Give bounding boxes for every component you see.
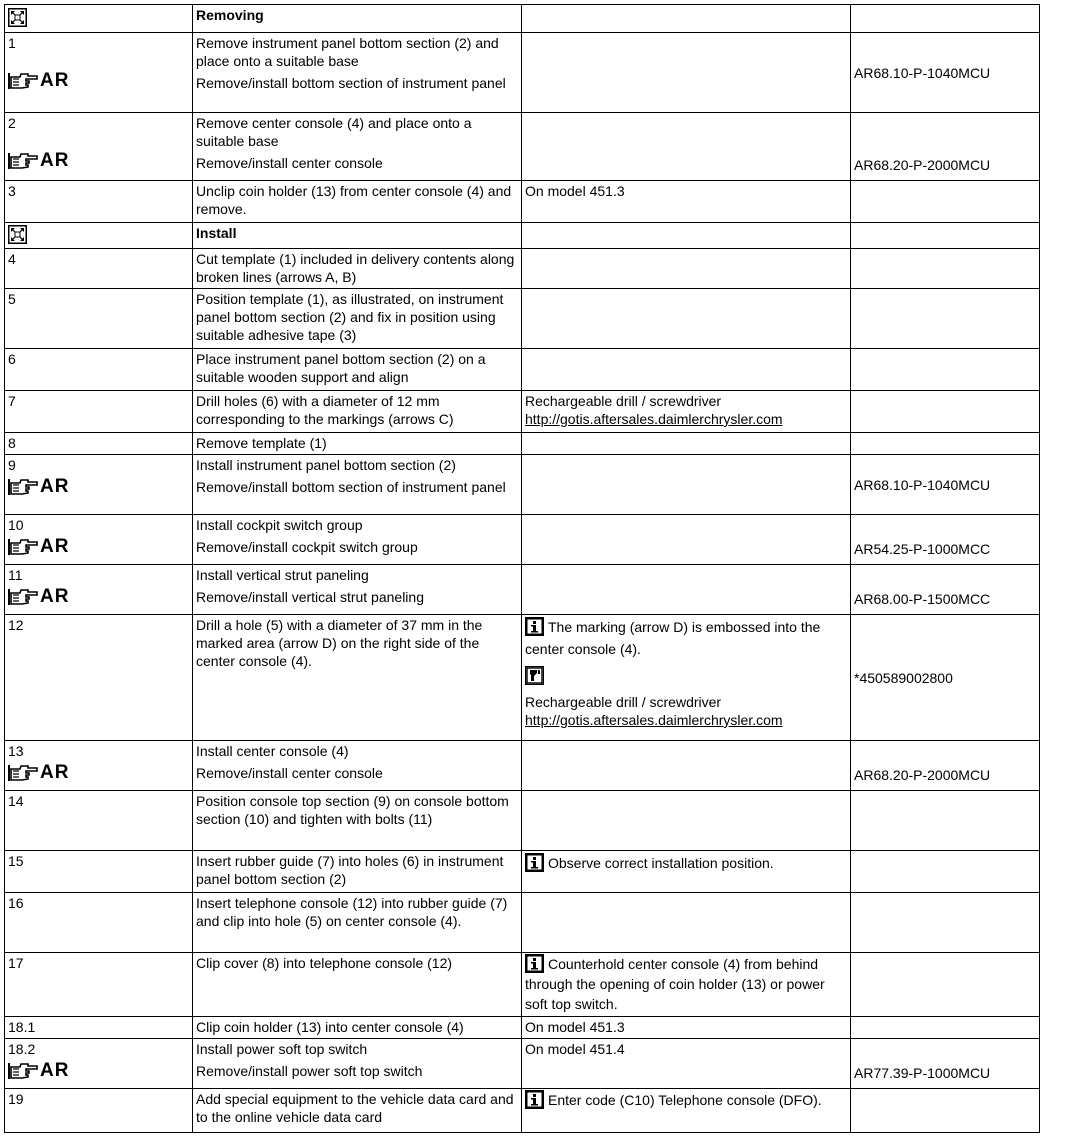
step-cell: 19 [5, 1089, 193, 1133]
action-cell [193, 565, 522, 615]
note-cell [522, 289, 851, 349]
table-row [5, 113, 1040, 181]
info-text: Observe correct installation position. [548, 855, 774, 871]
step-cell: 8 [5, 433, 193, 455]
ar-reference-marker [8, 478, 189, 496]
note-cell [522, 615, 851, 741]
table-row [5, 851, 1040, 893]
ref-cell [851, 791, 1040, 851]
ref-cell [851, 289, 1040, 349]
ref-cell [851, 5, 1040, 33]
ref-cell [851, 851, 1040, 893]
hand-pointer-icon [8, 477, 38, 497]
ref-cell [851, 615, 1040, 741]
ar-label: AR [40, 70, 70, 91]
info-icon [525, 954, 544, 973]
step-cell: 16 [5, 893, 193, 953]
ar-reference-link[interactable]: AR68.20-P-2000MCU [854, 767, 991, 783]
table-row [5, 5, 1040, 33]
action-cell: Insert rubber guide (7) into holes (6) in instrument panel bottom section (2) [193, 851, 522, 893]
step-cell [5, 455, 193, 515]
action-subtext: Remove/install bottom section of instrument panel [196, 479, 506, 495]
action-cell: Position console top section (9) on console bottom section (10) and tighten with bolts (11) [193, 791, 522, 851]
ar-reference-link[interactable]: AR68.10-P-1040MCU [854, 477, 991, 493]
note-cell [522, 851, 851, 893]
note-cell [522, 33, 851, 113]
action-subtext: Remove/install bottom section of instrument panel [196, 75, 506, 91]
table-row [5, 1017, 1040, 1039]
action-subtext: Remove/install cockpit switch group [196, 539, 418, 555]
ref-cell [851, 565, 1040, 615]
step-cell [5, 741, 193, 791]
procedure-document [4, 4, 1040, 1133]
ar-label: AR [40, 536, 70, 557]
ar-label: AR [40, 476, 70, 497]
info-icon [525, 1090, 544, 1109]
ar-reference-marker [8, 1062, 189, 1080]
hand-pointer-icon [8, 763, 38, 783]
note-cell [522, 249, 851, 289]
action-text: Install vertical strut paneling [196, 567, 369, 583]
table-row [5, 741, 1040, 791]
step-cell [5, 5, 193, 33]
ar-label: AR [40, 1060, 70, 1081]
section-icon [8, 8, 27, 27]
table-row [5, 565, 1040, 615]
table-row [5, 455, 1040, 515]
table-row [5, 953, 1040, 1017]
section-icon [8, 225, 27, 244]
note-cell: On model 451.3 [522, 181, 851, 223]
ar-label: AR [40, 150, 70, 171]
action-cell: Add special equipment to the vehicle data card and to the online vehicle data card [193, 1089, 522, 1133]
note-cell [522, 1089, 851, 1133]
step-cell: 18.1 [5, 1017, 193, 1039]
step-number: 18.2 [8, 1041, 36, 1057]
section-title: Install [193, 223, 522, 249]
procedure-table [4, 4, 1040, 1133]
ar-reference-marker [8, 764, 189, 782]
hand-pointer-icon [8, 587, 38, 607]
ref-cell [851, 113, 1040, 181]
info-text: Enter code (C10) Telephone console (DFO). [548, 1092, 822, 1108]
table-row [5, 181, 1040, 223]
ref-cell [851, 249, 1040, 289]
note-cell [522, 433, 851, 455]
ref-cell [851, 181, 1040, 223]
ar-label: AR [40, 762, 70, 783]
ar-reference-marker [8, 588, 189, 606]
note-cell [522, 953, 851, 1017]
action-cell [193, 1039, 522, 1089]
step-cell [5, 33, 193, 113]
action-cell [193, 741, 522, 791]
step-cell: 7 [5, 391, 193, 433]
note-cell [522, 349, 851, 391]
step-cell: 3 [5, 181, 193, 223]
ref-cell [851, 455, 1040, 515]
step-cell [5, 113, 193, 181]
action-cell: Clip cover (8) into telephone console (12) [193, 953, 522, 1017]
step-number: 10 [8, 517, 24, 533]
info-text: Counterhold center console (4) from behind through the opening of coin holder (13) or power soft top switch. [525, 956, 825, 1012]
step-cell [5, 1039, 193, 1089]
step-cell: 4 [5, 249, 193, 289]
table-row [5, 249, 1040, 289]
hand-pointer-icon [8, 151, 38, 171]
step-cell: 17 [5, 953, 193, 1017]
table-row [5, 289, 1040, 349]
action-cell: Remove template (1) [193, 433, 522, 455]
action-cell: Drill holes (6) with a diameter of 12 mm corresponding to the markings (arrows C) [193, 391, 522, 433]
table-row [5, 33, 1040, 113]
ref-cell [851, 391, 1040, 433]
action-cell: Drill a hole (5) with a diameter of 37 mm in the marked area (arrow D) on the right side of the center console (4). [193, 615, 522, 741]
action-subtext: Remove/install center console [196, 155, 383, 171]
action-cell [193, 455, 522, 515]
step-cell [5, 565, 193, 615]
ar-reference-link[interactable]: AR68.10-P-1040MCU [854, 65, 991, 81]
note-cell [522, 741, 851, 791]
action-cell: Position template (1), as illustrated, on instrument panel bottom section (2) and fix in position using suitable adhesive tape (3) [193, 289, 522, 349]
step-number: 11 [8, 567, 23, 583]
action-subtext: Remove/install power soft top switch [196, 1063, 423, 1079]
tool-note: Rechargeable drill / screwdriver [525, 694, 722, 710]
table-row [5, 391, 1040, 433]
note-cell [522, 565, 851, 615]
table-row [5, 515, 1040, 565]
ar-reference-marker [8, 72, 189, 90]
action-text: Install instrument panel bottom section (2) [196, 457, 456, 473]
ref-cell [851, 1039, 1040, 1089]
ar-reference-link[interactable]: AR54.25-P-1000MCC [854, 541, 991, 557]
info-text: The marking (arrow D) is embossed into the center console (4). [525, 619, 821, 657]
gotis-link[interactable]: http://gotis.aftersales.daimlerchrysler.com [525, 411, 783, 427]
step-number: 13 [8, 743, 24, 759]
table-row [5, 1089, 1040, 1133]
note-cell [522, 515, 851, 565]
gotis-link[interactable]: http://gotis.aftersales.daimlerchrysler.com [525, 712, 783, 728]
table-row [5, 893, 1040, 953]
action-cell [193, 113, 522, 181]
ref-cell [851, 953, 1040, 1017]
step-number: 9 [8, 457, 16, 473]
ar-reference-link[interactable]: AR68.20-P-2000MCU [854, 157, 991, 173]
table-row [5, 349, 1040, 391]
ar-reference-link[interactable]: AR68.00-P-1500MCC [854, 591, 991, 607]
table-row [5, 615, 1040, 741]
table-row [5, 791, 1040, 851]
hand-pointer-icon [8, 1061, 38, 1081]
step-cell: 14 [5, 791, 193, 851]
note-cell [522, 391, 851, 433]
action-subtext: Remove/install vertical strut paneling [196, 589, 424, 605]
hand-pointer-icon [8, 537, 38, 557]
ref-cell [851, 433, 1040, 455]
step-cell: 6 [5, 349, 193, 391]
ref-cell [851, 33, 1040, 113]
action-cell: Insert telephone console (12) into rubber guide (7) and clip into hole (5) on center console (4). [193, 893, 522, 953]
note-cell [522, 223, 851, 249]
ref-cell [851, 1017, 1040, 1039]
table-row [5, 223, 1040, 249]
ref-cell [851, 515, 1040, 565]
ref-cell [851, 893, 1040, 953]
table-row [5, 1039, 1040, 1089]
action-cell: Place instrument panel bottom section (2) on a suitable wooden support and align [193, 349, 522, 391]
action-cell: Cut template (1) included in delivery contents along broken lines (arrows A, B) [193, 249, 522, 289]
action-text: Remove center console (4) and place onto a suitable base [196, 115, 472, 149]
step-cell [5, 223, 193, 249]
action-text: Install power soft top switch [196, 1041, 368, 1057]
note-cell [522, 113, 851, 181]
action-cell: Unclip coin holder (13) from center console (4) and remove. [193, 181, 522, 223]
tool-note: Rechargeable drill / screwdriver [525, 393, 722, 409]
ref-cell [851, 349, 1040, 391]
ref-cell [851, 741, 1040, 791]
step-number: 1 [8, 35, 16, 51]
special-tool-number[interactable]: *450589002800 [854, 670, 953, 686]
ref-cell [851, 1089, 1040, 1133]
step-cell: 15 [5, 851, 193, 893]
section-title: Removing [193, 5, 522, 33]
note-cell: On model 451.4 [522, 1039, 851, 1089]
action-text: Remove instrument panel bottom section (2) and place onto a suitable base [196, 35, 499, 69]
action-text: Install cockpit switch group [196, 517, 363, 533]
note-cell [522, 455, 851, 515]
ar-label: AR [40, 586, 70, 607]
note-cell [522, 893, 851, 953]
action-text: Install center console (4) [196, 743, 349, 759]
info-icon [525, 617, 544, 636]
note-cell [522, 791, 851, 851]
table-row [5, 433, 1040, 455]
info-icon [525, 853, 544, 872]
note-cell [522, 5, 851, 33]
action-cell [193, 515, 522, 565]
step-cell: 5 [5, 289, 193, 349]
step-number: 2 [8, 115, 16, 131]
note-cell: On model 451.3 [522, 1017, 851, 1039]
step-cell [5, 515, 193, 565]
action-subtext: Remove/install center console [196, 765, 383, 781]
special-tool-icon [525, 666, 544, 685]
action-cell [193, 33, 522, 113]
hand-pointer-icon [8, 71, 38, 91]
step-cell: 12 [5, 615, 193, 741]
ar-reference-link[interactable]: AR77.39-P-1000MCU [854, 1065, 991, 1081]
action-cell: Clip coin holder (13) into center console (4) [193, 1017, 522, 1039]
ref-cell [851, 223, 1040, 249]
ar-reference-marker [8, 538, 189, 556]
ar-reference-marker [8, 152, 189, 170]
